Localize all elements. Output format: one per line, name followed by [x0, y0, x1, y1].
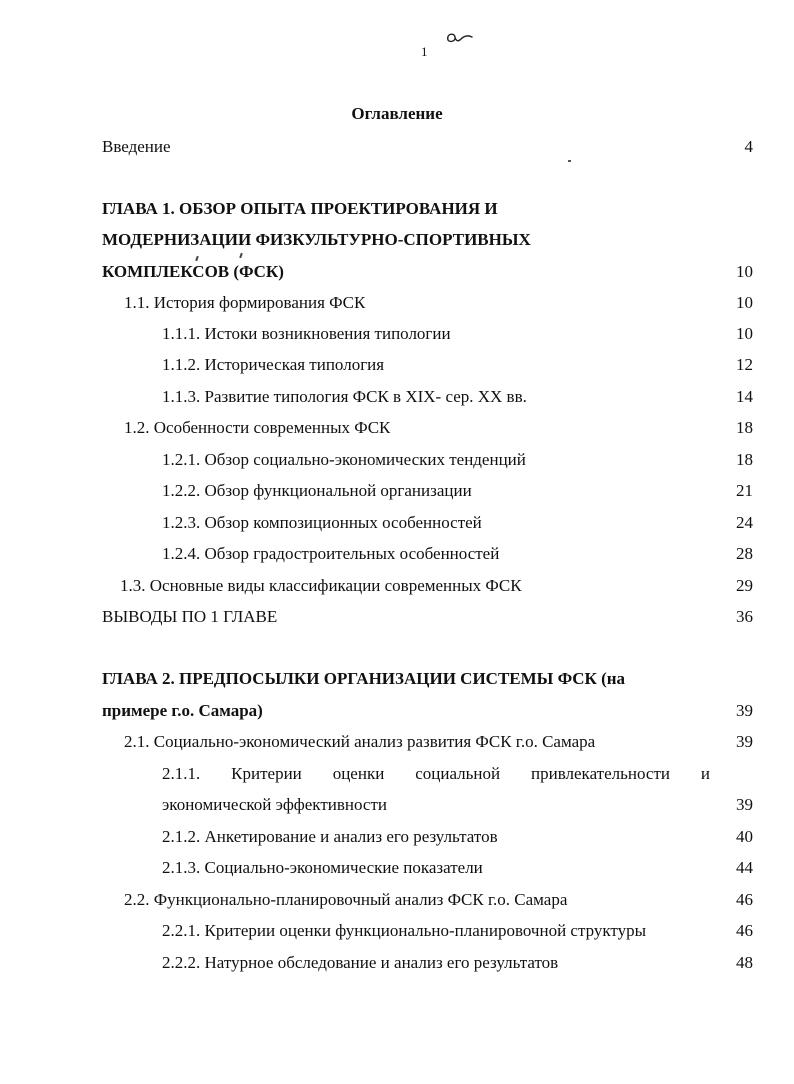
toc-section-1-3[interactable] — [0, 571, 794, 601]
toc-section-1-1-1[interactable] — [0, 319, 794, 349]
handwritten-mark — [442, 24, 476, 50]
toc-section-2-1-3[interactable] — [0, 853, 794, 883]
toc-section-1-1[interactable] — [0, 288, 794, 318]
toc-entry-text: МОДЕРНИЗАЦИИ ФИЗКУЛЬТУРНО-СПОРТИВНЫХ — [102, 230, 531, 249]
toc-entry-text: 1.1. История формирования ФСК — [124, 293, 366, 312]
toc-chapter-2-heading-line-2[interactable] — [0, 696, 794, 726]
toc-section-1-1-3[interactable] — [0, 382, 794, 412]
toc-title: Оглавление — [351, 104, 443, 123]
toc-entry-text: КОМПЛЕКСОВ (ФСК) — [102, 262, 284, 281]
toc-entry-text: 1.2.3. Обзор композиционных особенностей — [162, 513, 482, 532]
toc-entry-page: 18 — [736, 450, 753, 469]
toc-section-2-1-1-line-2[interactable] — [0, 790, 794, 820]
toc-section-2-1-2[interactable] — [0, 822, 794, 852]
toc-entry-page: 10 — [736, 262, 753, 281]
toc-section-2-2-2[interactable] — [0, 948, 794, 978]
toc-section-2-1-1-line-1[interactable]: 2.1.1. Критерии оценки социальной привлекательности и — [162, 764, 710, 783]
toc-entry-text: 1.1.2. Историческая типология — [162, 355, 385, 374]
toc-entry-page: 4 — [744, 137, 753, 156]
toc-chapter-2-heading-line-1[interactable] — [0, 664, 794, 694]
toc-entry-page: 14 — [736, 387, 753, 406]
toc-entry-page: 29 — [736, 576, 753, 595]
scan-speck — [568, 160, 571, 162]
toc-entry-text: ВЫВОДЫ ПО 1 ГЛАВЕ — [102, 607, 278, 626]
toc-entry-page: 46 — [736, 921, 753, 940]
toc-entry-text: 1.2.2. Обзор функциональной организации — [162, 481, 472, 500]
toc-chapter-1-heading-line-1[interactable] — [0, 194, 794, 224]
toc-section-1-2-4[interactable] — [0, 539, 794, 569]
toc-entry-text: 1.1.1. Истоки возникновения типологии — [162, 324, 451, 343]
toc-entry-page: 24 — [736, 513, 753, 532]
toc-entry-page: 44 — [736, 858, 753, 877]
toc-entry-text: 1.2.4. Обзор градостроительных особенностей — [162, 544, 500, 563]
toc-entry-page: 48 — [736, 953, 753, 972]
toc-entry-text: ГЛАВА 1. ОБЗОР ОПЫТА ПРОЕКТИРОВАНИЯ И — [102, 199, 498, 218]
toc-entry-text: 1.2. Особенности современных ФСК — [124, 418, 391, 437]
toc-entry-text: Введение — [102, 137, 171, 156]
toc-entry-page: 46 — [736, 890, 753, 909]
toc-entry-text: 2.1. Социально-экономический анализ развития ФСК г.о. Самара — [124, 732, 596, 751]
toc-entry-text: 2.2. Функционально-планировочный анализ ФСК г.о. Самара — [124, 890, 568, 909]
toc-section-2-1[interactable] — [0, 727, 794, 757]
toc-entry-text: ГЛАВА 2. ПРЕДПОСЫЛКИ ОРГАНИЗАЦИИ СИСТЕМЫ ФСК (на — [102, 669, 626, 688]
toc-section-2-2-1[interactable] — [0, 916, 794, 946]
toc-section-1-2[interactable] — [0, 413, 794, 443]
toc-entry-page: 39 — [736, 795, 753, 814]
page-number: 1 — [421, 44, 428, 59]
toc-section-1-2-3[interactable] — [0, 508, 794, 538]
toc-chapter-1-heading-line-2[interactable] — [0, 225, 794, 255]
toc-entry-text: экономической эффективности — [162, 795, 387, 814]
toc-entry-page: 10 — [736, 324, 753, 343]
toc-entry-text: 1.2.1. Обзор социально-экономических тенденций — [162, 450, 526, 469]
toc-chapter-1-heading-line-3[interactable] — [0, 257, 794, 287]
toc-entry-page: 28 — [736, 544, 753, 563]
toc-entry-text: 2.2.2. Натурное обследование и анализ его результатов — [162, 953, 559, 972]
toc-entry-page: 39 — [736, 701, 753, 720]
toc-entry-page: 40 — [736, 827, 753, 846]
toc-entry-page: 12 — [736, 355, 753, 374]
toc-chapter-1-conclusions[interactable] — [0, 602, 794, 632]
toc-section-1-2-2[interactable] — [0, 476, 794, 506]
toc-entry-text: 2.1.2. Анкетирование и анализ его результатов — [162, 827, 498, 846]
toc-entry-text: 2.1.3. Социально-экономические показатели — [162, 858, 483, 877]
toc-entry-text: 2.2.1. Критерии оценки функционально-планировочной структуры — [162, 921, 647, 940]
toc-section-1-1-2[interactable] — [0, 350, 794, 380]
toc-section-2-2[interactable] — [0, 885, 794, 915]
toc-entry-introduction[interactable] — [0, 132, 794, 162]
toc-entry-page: 21 — [736, 481, 753, 500]
toc-entry-page: 18 — [736, 418, 753, 437]
toc-entry-page: 39 — [736, 732, 753, 751]
toc-entry-page: 10 — [736, 293, 753, 312]
toc-entry-text: 1.3. Основные виды классификации современных ФСК — [120, 576, 522, 595]
toc-entry-page: 36 — [736, 607, 753, 626]
toc-section-1-2-1[interactable] — [0, 445, 794, 475]
toc-entry-text: 1.1.3. Развитие типология ФСК в XIX- сер. XX вв. — [162, 387, 527, 406]
toc-entry-text: примере г.о. Самара) — [102, 701, 263, 720]
